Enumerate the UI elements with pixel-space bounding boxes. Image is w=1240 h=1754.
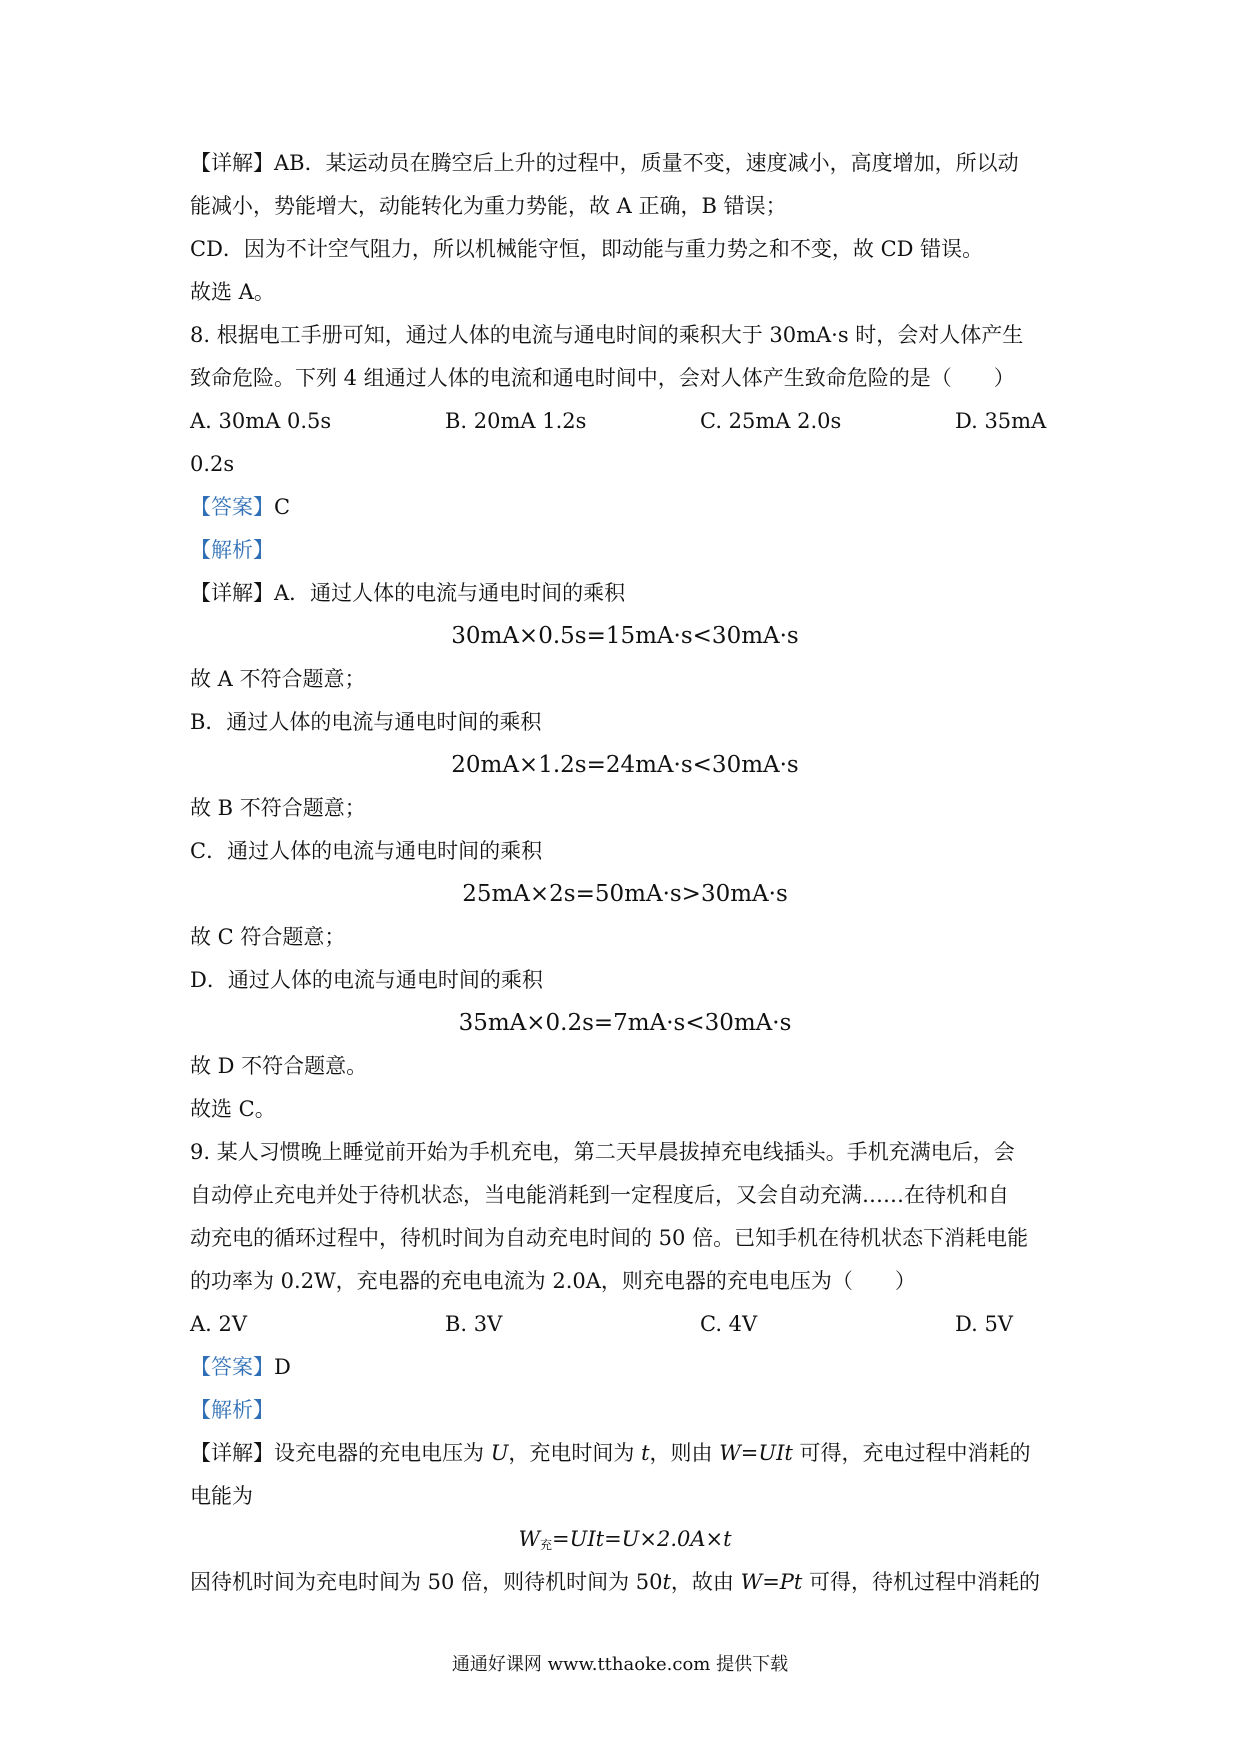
q9-stem-line-3: 动充电的循环过程中，待机时间为自动充电时间的 50 倍。已知手机在待机状态下消耗电能 xyxy=(190,1226,1029,1250)
q9-stem-line-4: 的功率为 0.2W，充电器的充电电流为 2.0A，则充电器的充电电压为（ ） xyxy=(190,1269,916,1293)
q8-equation-a: 30mA×0.5s=15mA·s<30mA·s xyxy=(451,623,799,649)
q9-detail-line-1: 【详解】设充电器的充电电压为 U，充电时间为 t，则由 W=UIt 可得，充电过程中消耗的 xyxy=(190,1441,1031,1465)
q8-stem-line-1: 8. 根据电工手册可知，通过人体的电流与通电时间的乘积大于 30mA·s 时，会对人体产生 xyxy=(190,323,1024,347)
q7-detail-line-2: 能减小，势能增大，动能转化为重力势能，故 A 正确，B 错误； xyxy=(190,194,787,218)
q8-option-b: B. 20mA 1.2s xyxy=(445,409,587,433)
q9-option-b: B. 3V xyxy=(445,1312,503,1336)
q8-option-a: A. 30mA 0.5s xyxy=(190,409,332,433)
q9-analysis-tag: 【解析】 xyxy=(190,1398,274,1422)
q8-equation-b: 20mA×1.2s=24mA·s<30mA·s xyxy=(451,752,799,778)
q8-stem-line-2: 致命危险。下列 4 组通过人体的电流和通电时间中，会对人体产生致命危险的是（ ） xyxy=(190,366,1015,390)
q9-options xyxy=(190,1303,1060,1346)
q8-detail-a: 【详解】A．通过人体的电流与通电时间的乘积 xyxy=(190,581,626,605)
q9-option-d: D. 5V xyxy=(955,1312,1013,1336)
q8-analysis-tag: 【解析】 xyxy=(190,538,274,562)
detail-tag: 【详解】 xyxy=(190,151,274,175)
q8-options xyxy=(190,400,1060,443)
q8-conclusion-b: 故 B 不符合题意； xyxy=(190,796,366,820)
q7-conclusion: 故选 A。 xyxy=(190,280,275,304)
q8-detail-b: B．通过人体的电流与通电时间的乘积 xyxy=(190,710,542,734)
q8-equation-c: 25mA×2s=50mA·s>30mA·s xyxy=(462,881,788,907)
q7-detail-line-3: CD．因为不计空气阻力，所以机械能守恒，即动能与重力势之和不变，故 CD 错误。 xyxy=(190,237,984,261)
page-footer: 通通好课网 www.tthaoke.com 提供下载 xyxy=(451,1654,789,1675)
q8-equation-d: 35mA×0.2s=7mA·s<30mA·s xyxy=(458,1010,792,1036)
detail-tag: 【详解】 xyxy=(190,1441,274,1465)
q8-answer: C xyxy=(274,495,291,519)
q8-conclusion-c: 故 C 符合题意； xyxy=(190,925,346,949)
q8-answer-line xyxy=(190,486,1060,529)
q8-option-c: C. 25mA 2.0s xyxy=(700,409,842,433)
q9-detail-line-2: 电能为 xyxy=(190,1484,253,1508)
q9-answer: D xyxy=(274,1355,291,1379)
q8-conclusion: 故选 C。 xyxy=(190,1097,276,1121)
q8-option-d: D. 35mA xyxy=(955,409,1047,433)
q9-stem-line-2: 自动停止充电并处于待机状态，当电能消耗到一定程度后，又会自动充满……在待机和自 xyxy=(190,1183,1009,1207)
q9-answer-line xyxy=(190,1346,1060,1389)
answer-tag: 【答案】 xyxy=(190,1355,274,1379)
page-content xyxy=(190,142,1060,1604)
q8-conclusion-d: 故 D 不符合题意。 xyxy=(190,1054,368,1078)
q9-equation-w: $W_充=UIt=U\times 2.0A\times t$ xyxy=(518,1527,732,1552)
q8-option-d-wrap: 0.2s xyxy=(190,452,235,476)
q7-detail-line-1: 【详解】AB．某运动员在腾空后上升的过程中，质量不变，速度减小，高度增加，所以动 xyxy=(190,151,1019,175)
q9-detail-line-3: 因待机时间为充电时间为 50 倍，则待机时间为 50t，故由 W=Pt 可得，待机过程中消耗的 xyxy=(190,1570,1041,1594)
detail-tag: 【详解】 xyxy=(190,581,274,605)
q8-detail-c: C．通过人体的电流与通电时间的乘积 xyxy=(190,839,543,863)
q9-option-c: C. 4V xyxy=(700,1312,758,1336)
q9-stem-line-1: 9. 某人习惯晚上睡觉前开始为手机充电，第二天早晨拔掉充电线插头。手机充满电后，会 xyxy=(190,1140,1015,1164)
q9-option-a: A. 2V xyxy=(190,1312,248,1336)
answer-tag: 【答案】 xyxy=(190,495,274,519)
q8-conclusion-a: 故 A 不符合题意； xyxy=(190,667,366,691)
q8-detail-d: D．通过人体的电流与通电时间的乘积 xyxy=(190,968,543,992)
